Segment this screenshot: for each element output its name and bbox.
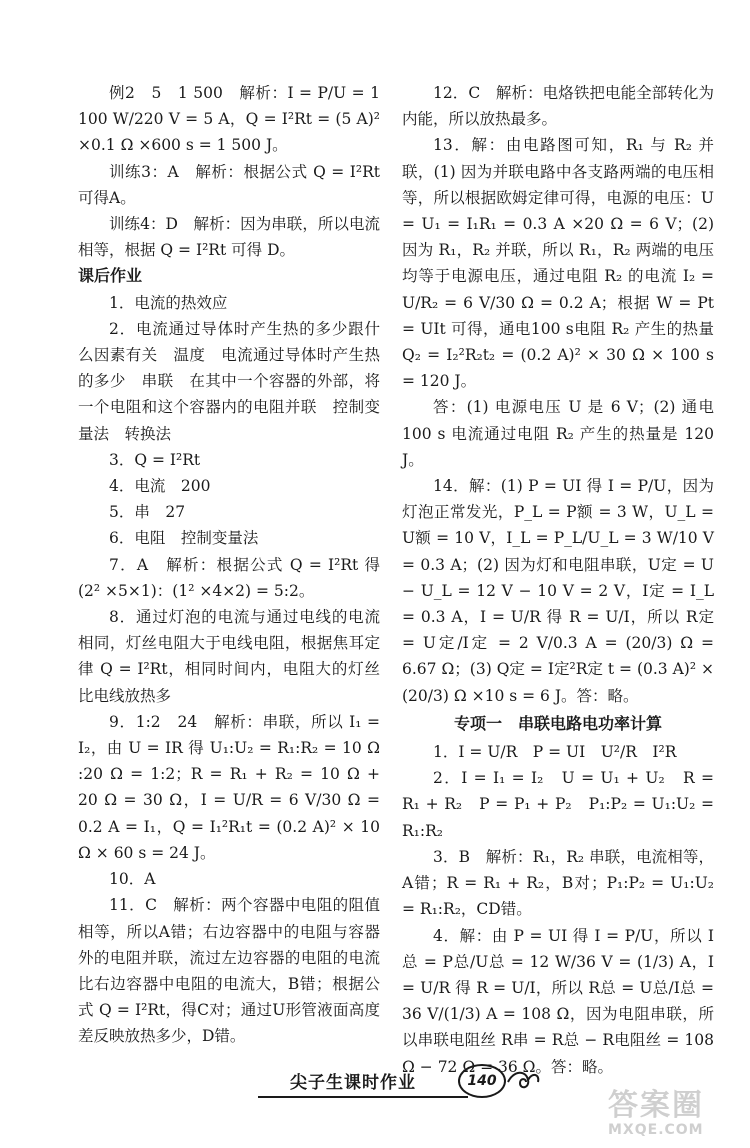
watermark-url: MXQE.COM — [608, 1122, 704, 1138]
right-column — [402, 80, 714, 1080]
footer-rule — [258, 1096, 468, 1098]
paragraph: 4．电流 200 — [109, 477, 211, 496]
watermark — [608, 1090, 738, 1144]
paragraph: 8．通过灯泡的电流与通过电线的电流相同，灯丝电阻大于电线电阻，根据焦耳定律 Q = I²Rt，相同时间内，电阻大的灯丝比电线放热多 — [78, 608, 380, 705]
paragraph: 1．电流的热效应 — [109, 293, 228, 312]
paragraph: 13．解：由电路图可知，R₁ 与 R₂ 并联，(1) 因为并联电路中各支路两端的电压相等，所以根据欧姆定律可得，电源的电压：U = U₁ = I₁R₁ = 0.3 A ×20 Ω = 6 V；(2) 因为 R₁，R₂ 并联，所以 R₁，R₂ 两端的电压均等于电源电压，通过电阻 R₂ 的电流 I₂ = U/R₂ = 6 V/30 Ω = 0.2 A；根据 W = Pt = UIt 可得，通电100 s电阻 R₂ 产生的热量 Q₂ = I₂²R₂t₂ = (0.2 A)² × 30 Ω × 100 s = 120 J。 — [402, 136, 714, 391]
page-number: 140 — [458, 1064, 506, 1098]
paragraph: 14．解：(1) P = UI 得 I = P/U，因为灯泡正常发光，P_L = P额 = 3 W，U_L = U额 = 10 V，I_L = P_L/U_L = 3 W/10 V = 0.3 A；(2) 因为灯和电阻串联，U定 = U − U_L = 12 V − 10 V = 2 V，I定 = I_L = 0.3 A，I = U/R 得 R = U/I，所以 R定 = U定/I定 = 2 V/0.3 A = (20/3) Ω = 6.67 Ω；(3) Q定 = I定²R定 t = (0.3 A)² × (20/3) Ω ×10 s = 6 J。答：略。 — [402, 477, 714, 705]
paragraph: 11．C 解析：两个容器中电阻的阻值相等，所以A错；右边容器中的电阻与容器外的电阻并联，流过左边容器的电阻的电流比右边容器中电阻的电流大，B错；根据公式 Q = I²Rt，得C对；通过U形管液面高度差反映放热多少，D错。 — [78, 896, 380, 1046]
paragraph: 5．串 27 — [109, 503, 186, 522]
paragraph: 12．C 解析：电烙铁把电能全部转化为内能，所以放热最多。 — [402, 84, 714, 129]
paragraph: 答：(1) 电源电压 U 是 6 V；(2) 通电 100 s 电流通过电阻 R₂ 产生的热量是 120 J。 — [402, 398, 714, 469]
section-heading: 课后作业 — [78, 266, 143, 286]
paragraph: 9．1:2 24 解析：串联，所以 I₁ = I₂，由 U = IR 得 U₁:U₂ = R₁:R₂ = 10 Ω :20 Ω = 1:2；R = R₁ + R₂ = 10 Ω + 20 Ω = 30 Ω，I = U/R = 6 V/30 Ω = 0.2 A = I₁，Q = I₁²R₁t = (0.2 A)² × 10 Ω × 60 s = 24 J。 — [78, 712, 380, 862]
paragraph: 10．A — [109, 870, 156, 889]
watermark-text: 答案圈 — [608, 1088, 704, 1123]
footer-title: 尖子生课时作业 — [290, 1073, 416, 1093]
paragraph: 7．A 解析：根据公式 Q = I²Rt 得 (2² ×5×1)：(1² ×4×2) = 5:2。 — [78, 555, 380, 600]
paragraph: 例2 5 1 500 解析：I = P/U = 1 100 W/220 V = 5 A，Q = I²Rt = (5 A)² ×0.1 Ω ×600 s = 1 500 J。 — [78, 84, 380, 155]
paragraph: 3．B 解析：R₁，R₂ 串联，电流相等，A错；R = R₁ + R₂，B对；P₁:P₂ = U₁:U₂ = R₁:R₂，CD错。 — [402, 847, 714, 919]
paragraph: 训练3：A 解析：根据公式 Q = I²Rt 可得A。 — [78, 162, 380, 207]
paragraph: 4．解：由 P = UI 得 I = P/U，所以 I总 = P总/U总 = 12 W/36 V = (1/3) A，I = U/R 得 R = U/I，所以 R总 = U总/I总 = 36 V/(1/3) A = 108 Ω，因为电阻串联，所以串联电阻丝 R串 = R总 − R电阻丝 = 108 Ω − 72 Ω = 36 Ω。答：略。 — [402, 926, 714, 1076]
paragraph: 2．电流通过导体时产生热的多少跟什么因素有关 温度 电流通过导体时产生热的多少 串联 在其中一个容器的外部，将一个电阻和这个容器内的电阻并联 控制变量法 转换法 — [78, 319, 380, 443]
paragraph: 3．Q = I²Rt — [109, 450, 201, 469]
section-heading: 专项一 串联电路电功率计算 — [453, 713, 662, 733]
paragraph: 训练4：D 解析：因为串联，所以电流相等，根据 Q = I²Rt 可得 D。 — [78, 215, 380, 260]
page-footer — [258, 1064, 558, 1104]
swirl-ornament-icon — [506, 1068, 542, 1096]
left-column — [78, 80, 380, 1050]
paragraph: 2．I = I₁ = I₂ U = U₁ + U₂ R = R₁ + R₂ P = P₁ + P₂ P₁:P₂ = U₁:U₂ = R₁:R₂ — [402, 769, 714, 840]
paragraph: 1．I = U/R P = UI U²/R I²R — [433, 743, 677, 762]
paragraph: 6．电阻 控制变量法 — [109, 529, 259, 548]
